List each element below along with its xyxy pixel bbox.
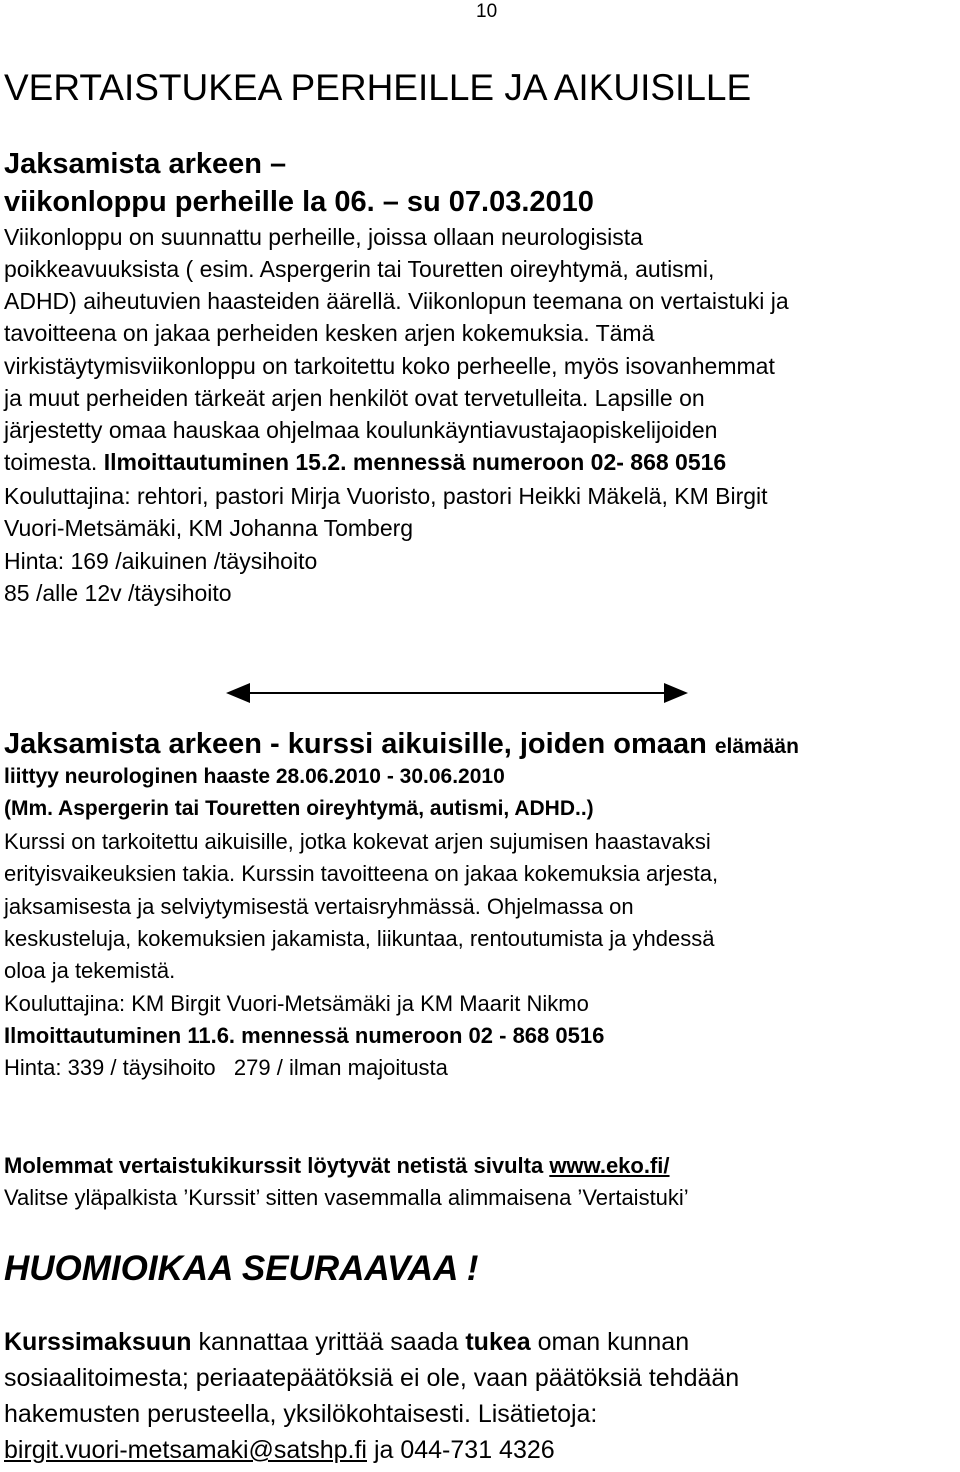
notice-heading: HUOMIOIKAA SEURAAVAA ! [4, 1249, 479, 1288]
family-weekend-line: poikkeavuuksista ( esim. Aspergerin tai Touretten oireyhtymä, autismi, [4, 256, 715, 282]
contact-phone: ja 044-731 4326 [367, 1436, 555, 1464]
web-info-text: Molemmat vertaistukikurssit löytyvät netistä sivulta [4, 1153, 550, 1178]
web-info-instructions: Valitse yläpalkista ’Kurssit’ sitten vasemmalla alimmaisena ’Vertaistuki’ [4, 1185, 689, 1210]
family-weekend-registration: Ilmoittautuminen 15.2. mennessä numeroon 02- 868 0516 [103, 449, 727, 475]
family-weekend-line: Viikonloppu on suunnattu perheille, joissa ollaan neurologisista [4, 224, 643, 250]
adult-course-line: keskusteluja, kokemuksien jakamista, liikuntaa, rentoutumista ja yhdessä [4, 926, 715, 951]
family-weekend-price-child: 85 /alle 12v /täysihoito [4, 580, 232, 606]
family-weekend-line: ja muut perheiden tärkeät arjen henkilöt ovat tervetulleita. Lapsille on [4, 385, 705, 411]
adult-course-line: oloa ja tekemistä. [4, 958, 176, 983]
family-weekend-line: ADHD) aiheutuvien haasteiden äärellä. Viikonlopun teemana on vertaistuki ja [4, 288, 789, 314]
adult-course-line: jaksamisesta ja selviytymisestä vertaisryhmässä. Ohjelmassa on [4, 894, 634, 919]
contact-email-link[interactable]: birgit.vuori-metsamaki@satshp.fi [4, 1436, 367, 1464]
family-weekend-price-adult: Hinta: 169 /aikuinen /täysihoito [4, 548, 318, 574]
adult-course-price: Hinta: 339 / täysihoito 279 / ilman majoitusta [4, 1055, 448, 1080]
adult-course-line: erityisvaikeuksien takia. Kurssin tavoitteena on jakaa kokemuksia arjesta, [4, 861, 719, 886]
notice-line-1 [4, 1326, 689, 1358]
family-weekend-line: virkistäytymisviikonloppu on tarkoitettu koko perheelle, myös isovanhemmat [4, 353, 775, 379]
adult-course-trainers: Kouluttajina: KM Birgit Vuori-Metsämäki ja KM Maarit Nikmo [4, 991, 589, 1016]
family-weekend-heading-2: viikonloppu perheille la 06. – su 07.03.2010 [4, 186, 594, 218]
family-weekend-trainers-2: Vuori-Metsämäki, KM Johanna Tomberg [4, 515, 414, 541]
notice-line-2: sosiaalitoimesta; periaatepäätöksiä ei ole, vaan päätöksiä tehdään [4, 1364, 740, 1392]
adult-course-line: Kurssi on tarkoitettu aikuisille, jotka kokevat arjen sujumisen haastavaksi [4, 829, 711, 854]
notice-bold-support: tukea [465, 1328, 531, 1356]
notice-text: oman kunnan [530, 1328, 690, 1356]
adult-course-heading-main: Jaksamista arkeen - kurssi aikuisille, joiden omaan [4, 728, 707, 760]
family-weekend-heading-1: Jaksamista arkeen – [4, 148, 287, 180]
notice-text: kannattaa yrittää saada [191, 1328, 466, 1356]
family-weekend-registration-line [4, 446, 726, 478]
family-weekend-line: järjestetty omaa hauskaa ohjelmaa koulunkäyntiavustajaopiskelijoiden [4, 417, 718, 443]
notice-contact-line [4, 1434, 555, 1466]
notice-line-3: hakemusten perusteella, yksilökohtaisesti. Lisätietoja: [4, 1400, 598, 1428]
adult-course-dates: liittyy neurologinen haaste 28.06.2010 - 30.06.2010 [4, 765, 505, 788]
family-weekend-trainers-1: Kouluttajina: rehtori, pastori Mirja Vuoristo, pastori Heikki Mäkelä, KM Birgit [4, 483, 768, 509]
double-arrow-divider [226, 680, 688, 706]
adult-course-heading-small: elämään [714, 735, 799, 758]
family-weekend-line-start: toimesta. [4, 449, 104, 475]
adult-course-heading [4, 725, 799, 766]
family-weekend-line: tavoitteena on jakaa perheiden kesken arjen kokemuksia. Tämä [4, 320, 655, 346]
notice-bold-fee: Kurssimaksuun [4, 1328, 192, 1356]
adult-course-registration: Ilmoittautuminen 11.6. mennessä numeroon 02 - 868 0516 [4, 1023, 605, 1048]
adult-course-conditions: (Mm. Aspergerin tai Touretten oireyhtymä, autismi, ADHD..) [4, 797, 594, 820]
eko-link[interactable]: www.eko.fi/ [549, 1153, 670, 1178]
page-number: 10 [476, 1, 498, 22]
section-title: VERTAISTUKEA PERHEILLE JA AIKUISILLE [4, 67, 752, 108]
web-info-line [4, 1150, 670, 1182]
